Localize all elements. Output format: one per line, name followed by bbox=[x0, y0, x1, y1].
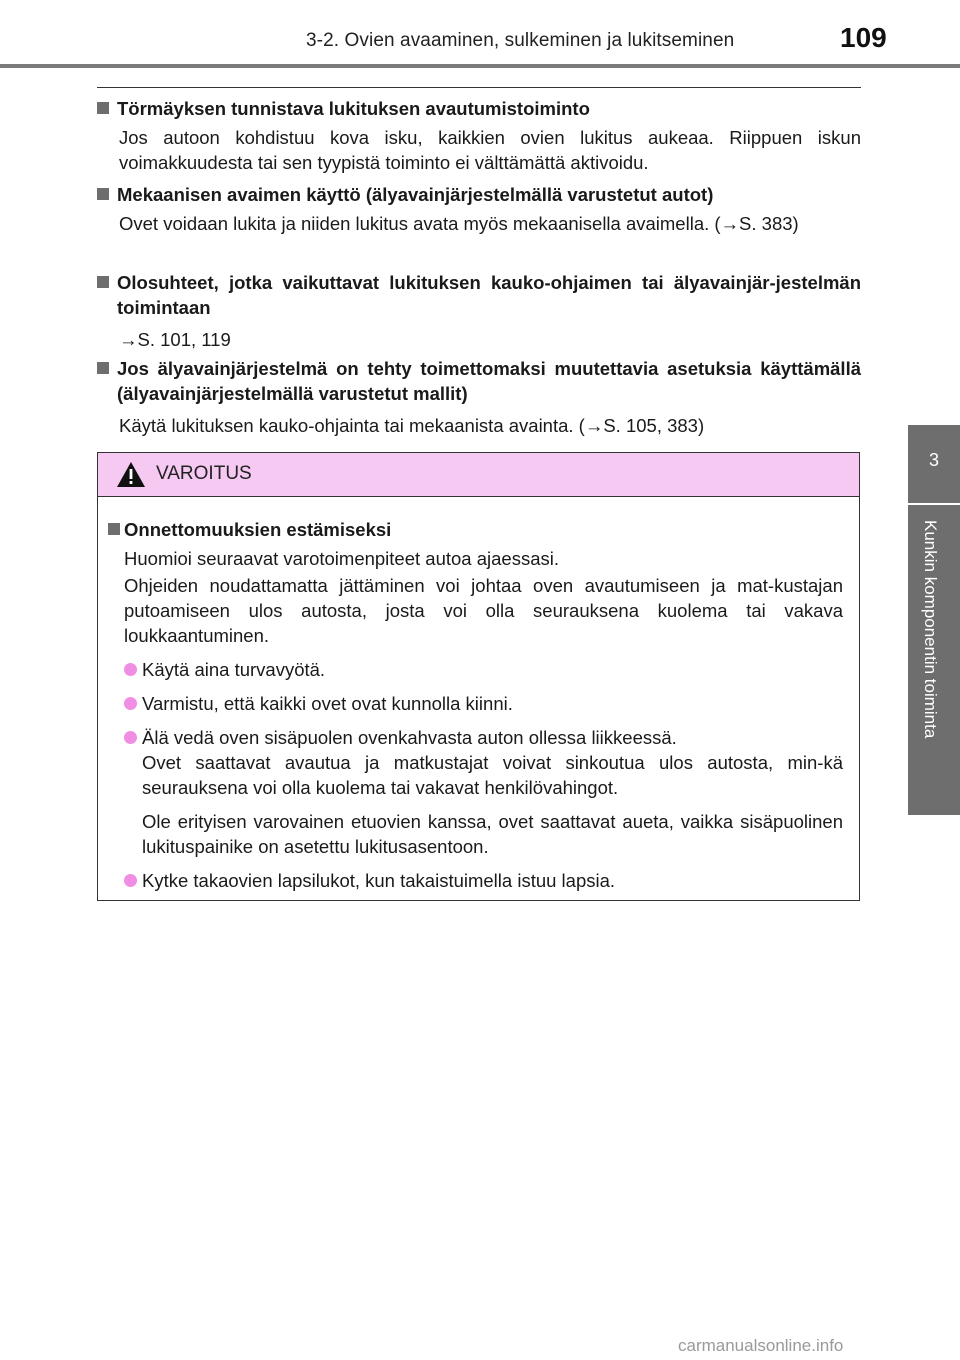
page-number: 109 bbox=[840, 22, 887, 53]
warning-triangle-icon bbox=[116, 461, 146, 488]
warning-heading: Onnettomuuksien estämiseksi bbox=[124, 519, 392, 540]
section-header-title: 3-2. Ovien avaaminen, sulkeminen ja lukitseminen bbox=[306, 30, 735, 51]
watermark: carmanualsonline.info bbox=[678, 1336, 844, 1355]
section-heading: Törmäyksen tunnistava lukituksen avautumistoiminto bbox=[117, 98, 590, 119]
square-bullet-icon bbox=[97, 102, 109, 114]
warning-box bbox=[97, 452, 860, 901]
section-smart-key-disabled bbox=[97, 356, 861, 438]
warning-bullet-detail: Ovet saattavat avautua ja matkustajat voivat sinkoutua ulos autosta, min-kä seurauksena voi olla kuolema tai vakavat henkilövahingot. bbox=[142, 752, 843, 798]
section-heading: Jos älyavainjärjestelmä on tehty toimettomaksi muutettavia asetuksia käyttämällä (älyavainjärjestelmällä varustetut mallit) bbox=[117, 358, 861, 404]
warning-bullet-note: Ole erityisen varovainen etuovien kanssa, ovet saattavat aueta, vaikka sisäpuolinen lukituspainike on asetettu lukitusasentoon. bbox=[142, 811, 843, 857]
warning-header bbox=[98, 453, 859, 497]
section-heading: Mekaanisen avaimen käyttö (älyavainjärjestelmällä varustetut autot) bbox=[117, 184, 714, 205]
section-body: Käytä lukituksen kauko-ohjainta tai mekaanista avainta. (→S. 105, 383) bbox=[119, 415, 705, 436]
section-heading: Olosuhteet, jotka vaikuttavat lukituksen kauko-ohjaimen tai älyavainjär-jestelmän toimintaan bbox=[117, 272, 861, 318]
chapter-tab bbox=[908, 425, 960, 503]
circle-bullet-icon bbox=[124, 663, 137, 676]
section-conditions bbox=[97, 270, 861, 352]
square-bullet-icon bbox=[108, 523, 120, 535]
section-body: Ovet voidaan lukita ja niiden lukitus avata myös mekaanisella avaimella. (→S. 383) bbox=[119, 213, 799, 234]
warning-bullet: Käytä aina turvavyötä. bbox=[106, 657, 843, 682]
section-body: →S. 101, 119 bbox=[119, 329, 231, 350]
header-rule bbox=[0, 64, 960, 68]
warning-bullet: Varmistu, että kaikki ovet ovat kunnolla kiinni. bbox=[106, 691, 843, 716]
section-body: Jos autoon kohdistuu kova isku, kaikkien ovien lukitus aukeaa. Riippuen iskun voimakkuudesta tai sen tyypistä toiminto ei välttämättä aktivoidu. bbox=[119, 127, 861, 173]
warning-bullet: Kytke takaovien lapsilukot, kun takaistuimella istuu lapsia. bbox=[106, 868, 843, 893]
circle-bullet-icon bbox=[124, 731, 137, 744]
square-bullet-icon bbox=[97, 188, 109, 200]
section-mechanical-key bbox=[97, 182, 861, 236]
square-bullet-icon bbox=[97, 276, 109, 288]
circle-bullet-icon bbox=[124, 874, 137, 887]
warning-intro-detail: Ohjeiden noudattamatta jättäminen voi johtaa oven avautumiseen ja mat-kustajan putoamiseen ulos autosta, josta voi olla seurauksena kuolema tai vakava loukkaantuminen. bbox=[124, 575, 843, 646]
warning-body bbox=[98, 497, 859, 893]
chapter-title: Kunkin komponentin toiminta bbox=[921, 520, 940, 739]
circle-bullet-icon bbox=[124, 697, 137, 710]
square-bullet-icon bbox=[97, 362, 109, 374]
warning-intro: Huomioi seuraavat varotoimenpiteet autoa ajaessasi. bbox=[124, 548, 559, 569]
section-crash-unlock bbox=[97, 96, 861, 175]
warning-label: VAROITUS bbox=[156, 463, 252, 484]
chapter-number: 3 bbox=[928, 450, 939, 470]
content-rule bbox=[97, 87, 861, 88]
warning-bullet: Älä vedä oven sisäpuolen ovenkahvasta auton ollessa liikkeessä. bbox=[106, 725, 843, 750]
